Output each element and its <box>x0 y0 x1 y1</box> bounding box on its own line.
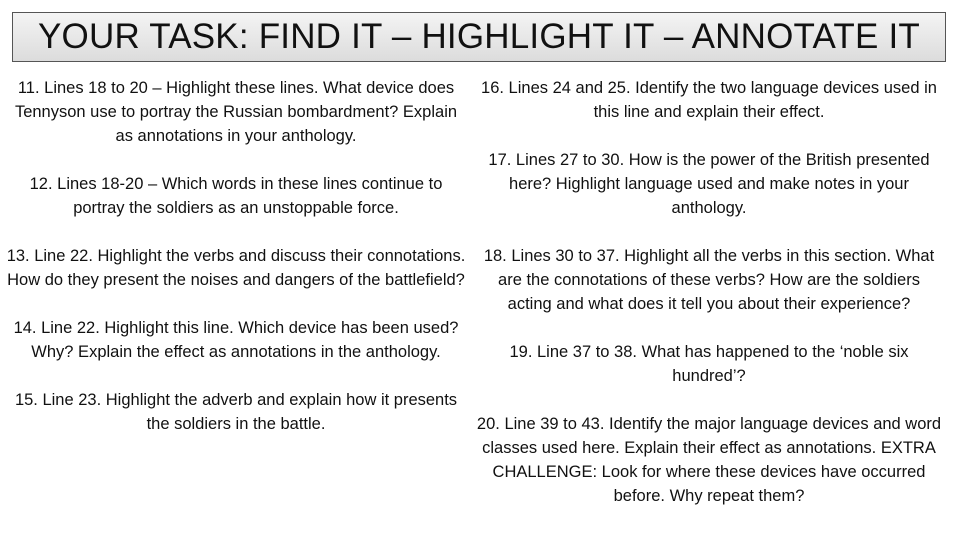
question-17: 17. Lines 27 to 30. How is the power of the British presented here? Highlight language used and make notes in your anthology. <box>488 151 930 217</box>
right-question-column <box>476 76 942 508</box>
question-18: 18. Lines 30 to 37. Highlight all the verbs in this section. What are the connotations of these verbs? How are the soldiers acting and what does it tell you about their experience? <box>483 247 935 313</box>
page-title: YOUR TASK: FIND IT – HIGHLIGHT IT – ANNOTATE IT <box>38 17 920 56</box>
title-banner <box>12 12 946 62</box>
question-11: 11. Lines 18 to 20 – Highlight these lines. What device does Tennyson use to portray the Russian bombardment? Explain as annotations in your anthology. <box>14 79 458 145</box>
question-14: 14. Line 22. Highlight this line. Which device has been used? Why? Explain the effect as annotations in the anthology. <box>13 319 459 361</box>
question-13: 13. Line 22. Highlight the verbs and discuss their connotations. How do they present the noises and dangers of the battlefield? <box>6 247 466 289</box>
question-12: 12. Lines 18-20 – Which words in these lines continue to portray the soldiers as an unstoppable force. <box>29 175 443 217</box>
question-15: 15. Line 23. Highlight the adverb and explain how it presents the soldiers in the battle. <box>14 391 458 433</box>
left-question-column <box>6 76 466 436</box>
question-20: 20. Line 39 to 43. Identify the major language devices and word classes used here. Explain their effect as annotations. EXTRA CHALLENGE: Look for where these devices have occurred before. Why repeat them? <box>476 415 942 505</box>
question-16: 16. Lines 24 and 25. Identify the two language devices used in this line and explain their effect. <box>481 79 937 121</box>
question-19: 19. Line 37 to 38. What has happened to the ‘noble six hundred’? <box>509 343 909 385</box>
